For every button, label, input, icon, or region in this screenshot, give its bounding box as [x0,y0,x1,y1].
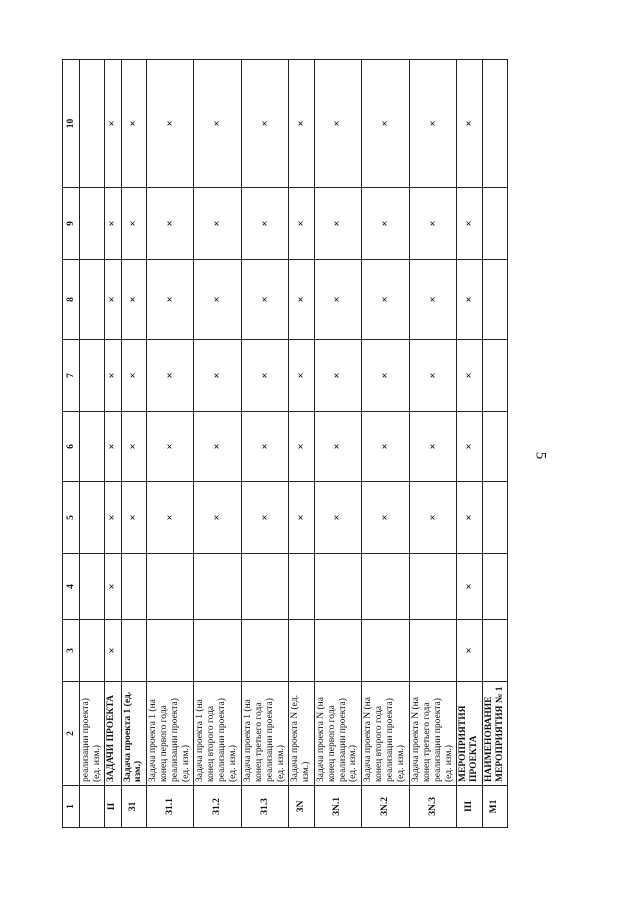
page-number: 5 [532,451,549,460]
cross-mark: × [379,372,392,379]
column-header: 6 [63,412,80,482]
cross-mark: × [163,372,176,379]
row-cell [409,340,457,412]
row-cell [241,620,289,682]
row-cell [80,60,105,188]
column-header: 1 [63,786,80,828]
row-cell [314,620,362,682]
row-cell [105,482,121,554]
row-description: Задача проекта 1 (на конец второго года реализации проекта) (ед. изм.) [194,682,242,786]
row-cell [314,60,362,188]
row-cell [289,554,314,620]
cross-mark: × [426,443,439,450]
row-cell [482,60,507,188]
row-cell [362,620,410,682]
row-cell [241,554,289,620]
row-cell [362,340,410,412]
row-code: II [105,786,121,828]
row-cell [194,260,242,340]
row-cell [121,412,146,482]
row-cell [457,620,482,682]
table-row [482,60,507,828]
cross-mark: × [295,120,308,127]
row-cell [105,554,121,620]
row-cell [146,60,194,188]
row-cell [409,260,457,340]
cross-mark: × [462,120,475,127]
row-cell [105,340,121,412]
row-cell [289,260,314,340]
cross-mark: × [462,372,475,379]
cross-mark: × [163,443,176,450]
row-cell [80,188,105,260]
row-cell [362,60,410,188]
cross-mark: × [258,443,271,450]
row-cell [362,482,410,554]
row-cell [121,260,146,340]
row-description: Задача проекта N (на конец третьего года реализации проекта) (ед. изм.) [409,682,457,786]
row-description: Задача проекта N (на конец второго года реализации проекта) (ед. изм.) [362,682,410,786]
row-code: М1 [482,786,507,828]
row-cell [457,188,482,260]
cross-mark: × [106,514,119,521]
row-cell [194,60,242,188]
row-code: З1.2 [194,786,242,828]
row-cell [457,260,482,340]
cross-mark: × [295,514,308,521]
row-cell [289,620,314,682]
row-code: З1 [121,786,146,828]
row-cell [241,60,289,188]
row-cell [409,482,457,554]
table-row [289,60,314,828]
row-cell [105,620,121,682]
row-cell [289,60,314,188]
row-cell [146,554,194,620]
row-description: Задача проекта N (на конец первого года реализации проекта) (ед. изм.) [314,682,362,786]
cross-mark: × [462,647,475,654]
column-header: 5 [63,482,80,554]
cross-mark: × [258,120,271,127]
row-cell [146,188,194,260]
row-code: ЗN [289,786,314,828]
row-cell [482,412,507,482]
row-code: З1.3 [241,786,289,828]
cross-mark: × [163,514,176,521]
row-cell [457,482,482,554]
cross-mark: × [106,443,119,450]
cross-mark: × [106,296,119,303]
data-table [62,59,508,828]
row-cell [314,188,362,260]
table-row [121,60,146,828]
row-cell [121,340,146,412]
row-cell [289,188,314,260]
cross-mark: × [462,583,475,590]
column-header: 9 [63,188,80,260]
cross-mark: × [379,514,392,521]
row-cell [314,340,362,412]
cross-mark: × [106,120,119,127]
column-header: 10 [63,60,80,188]
row-cell [314,482,362,554]
column-header: 7 [63,340,80,412]
row-cell [482,482,507,554]
row-cell [241,188,289,260]
row-description: Задача проекта 1 (ед. изм.) [121,682,146,786]
cross-mark: × [462,296,475,303]
row-cell [314,260,362,340]
row-cell [146,482,194,554]
table-row [241,60,289,828]
cross-mark: × [127,443,140,450]
cross-mark: × [331,220,344,227]
column-header: 3 [63,620,80,682]
row-code: III [457,786,482,828]
row-cell [121,620,146,682]
row-cell [241,412,289,482]
cross-mark: × [331,443,344,450]
row-code: ЗN.3 [409,786,457,828]
cross-mark: × [295,443,308,450]
cross-mark: × [379,120,392,127]
row-description: Задача проекта 1 (на конец первого года реализации проекта) (ед. изм.) [146,682,194,786]
row-cell [121,554,146,620]
cross-mark: × [258,220,271,227]
row-cell [121,482,146,554]
cross-mark: × [379,443,392,450]
row-cell [146,260,194,340]
cross-mark: × [258,296,271,303]
cross-mark: × [426,220,439,227]
row-cell [146,340,194,412]
row-cell [409,620,457,682]
row-cell [194,188,242,260]
row-cell [409,412,457,482]
cross-mark: × [331,372,344,379]
row-cell [80,620,105,682]
table-frame [62,60,508,828]
table-row [409,60,457,828]
cross-mark: × [426,120,439,127]
cross-mark: × [331,514,344,521]
cross-mark: × [163,296,176,303]
cross-mark: × [379,296,392,303]
row-cell [80,482,105,554]
row-cell [146,412,194,482]
cross-mark: × [379,220,392,227]
cross-mark: × [211,220,224,227]
row-cell [194,554,242,620]
cross-mark: × [462,220,475,227]
row-cell [80,554,105,620]
row-cell [482,620,507,682]
cross-mark: × [295,372,308,379]
row-cell [482,554,507,620]
row-description: реализации проекта) (ед. изм.) [80,682,105,786]
cross-mark: × [106,220,119,227]
row-cell [409,554,457,620]
cross-mark: × [106,372,119,379]
row-cell [80,260,105,340]
cross-mark: × [462,514,475,521]
row-cell [194,620,242,682]
row-cell [289,412,314,482]
row-description: МЕРОПРИЯТИЯ ПРОЕКТА [457,682,482,786]
row-cell [194,412,242,482]
row-cell [241,340,289,412]
row-cell [314,412,362,482]
cross-mark: × [127,514,140,521]
table-row [362,60,410,828]
row-code: ЗN.1 [314,786,362,828]
row-cell [146,620,194,682]
row-cell [482,260,507,340]
row-cell [457,340,482,412]
table-row [146,60,194,828]
row-cell [80,340,105,412]
row-cell [241,482,289,554]
row-cell [289,340,314,412]
row-code: ЗN.2 [362,786,410,828]
cross-mark: × [426,372,439,379]
cross-mark: × [106,647,119,654]
row-cell [362,260,410,340]
row-cell [121,60,146,188]
cross-mark: × [127,372,140,379]
row-cell [362,188,410,260]
column-header: 8 [63,260,80,340]
cross-mark: × [295,296,308,303]
row-cell [362,554,410,620]
row-cell [409,188,457,260]
row-cell [105,188,121,260]
column-header: 2 [63,682,80,786]
row-code: З1.1 [146,786,194,828]
cross-mark: × [331,120,344,127]
table-row [194,60,242,828]
row-cell [194,482,242,554]
cross-mark: × [426,514,439,521]
row-cell [289,482,314,554]
row-cell [482,340,507,412]
row-cell [194,340,242,412]
row-cell [457,554,482,620]
row-cell [105,260,121,340]
row-description: Задача проекта N (ед. изм.) [289,682,314,786]
row-cell [362,412,410,482]
table-row [105,60,121,828]
cross-mark: × [211,120,224,127]
row-cell [105,412,121,482]
cross-mark: × [127,220,140,227]
table-body [63,60,508,828]
row-cell [80,412,105,482]
row-cell [457,60,482,188]
column-header: 4 [63,554,80,620]
row-description: Задача проекта 1 (на конец третьего года реализации проекта) (ед. изм.) [241,682,289,786]
row-cell [241,260,289,340]
cross-mark: × [331,296,344,303]
row-description: ЗАДАЧИ ПРОЕКТА [105,682,121,786]
row-code [80,786,105,828]
row-cell [121,188,146,260]
cross-mark: × [163,220,176,227]
cross-mark: × [106,583,119,590]
row-cell [482,188,507,260]
row-cell [457,412,482,482]
cross-mark: × [258,514,271,521]
cross-mark: × [211,514,224,521]
table-row [457,60,482,828]
cross-mark: × [258,372,271,379]
cross-mark: × [127,296,140,303]
cross-mark: × [127,120,140,127]
cross-mark: × [211,296,224,303]
cross-mark: × [426,296,439,303]
cross-mark: × [295,220,308,227]
cross-mark: × [163,120,176,127]
cross-mark: × [462,443,475,450]
header-row [63,60,80,828]
row-cell [314,554,362,620]
table-row [80,60,105,828]
cross-mark: × [211,372,224,379]
row-cell [105,60,121,188]
table-row [314,60,362,828]
row-description: НАИМЕНОВАНИЕ МЕРОПРИЯТИЯ № 1 [482,682,507,786]
cross-mark: × [211,443,224,450]
row-cell [409,60,457,188]
